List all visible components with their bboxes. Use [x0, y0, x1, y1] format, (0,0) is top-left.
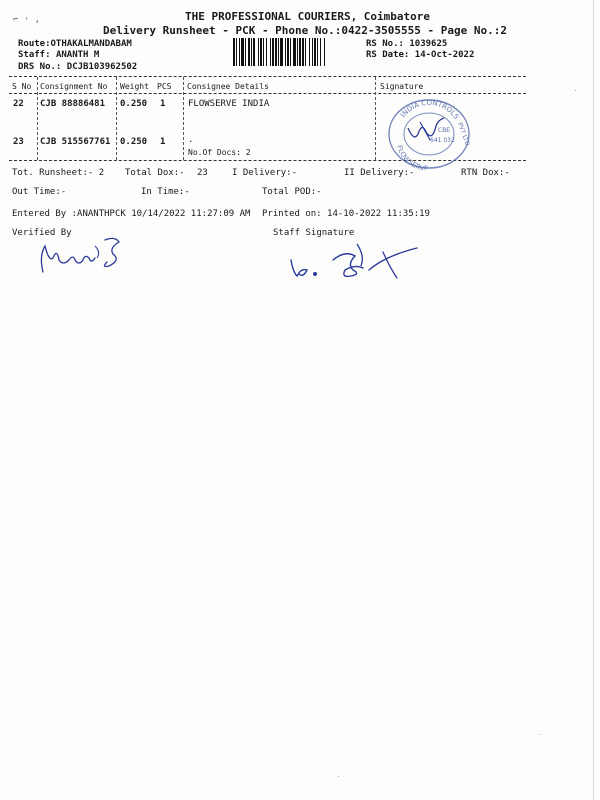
- col-header-signature: Signature: [380, 82, 424, 91]
- col-header-weight: Weight: [120, 82, 149, 91]
- staff-value: ANANTH M: [55, 50, 100, 60]
- total-pod: Total POD:-: [262, 187, 322, 197]
- rs-date-value: 14-Oct-2022: [414, 50, 475, 60]
- barcode-bar: [266, 38, 267, 66]
- staff-line: [18, 50, 99, 60]
- barcode: [233, 38, 359, 66]
- barcode-bar: [305, 38, 306, 66]
- entered-by: Entered By :ANANTHPCK 10/14/2022 11:27:09 AM: [12, 209, 251, 219]
- ii-delivery: II Delivery:-: [344, 168, 415, 178]
- company-name: THE PROFESSIONAL COURIERS, Coimbatore: [185, 10, 431, 23]
- barcode-bar: [251, 38, 252, 66]
- col-divider: [37, 77, 38, 160]
- svg-text:FLOWSERVE: [395, 144, 429, 170]
- stamp-top-text: INDIA CONTROLS: [399, 98, 461, 121]
- barcode-bar: [312, 38, 313, 66]
- scan-page-edge: [593, 0, 594, 800]
- in-time: In Time:-: [141, 187, 190, 197]
- barcode-bar: [287, 38, 289, 66]
- drs-label: DRS No.:: [18, 62, 62, 72]
- barcode-bar: [272, 38, 274, 66]
- i-delivery: I Delivery:-: [232, 168, 298, 178]
- tot-runsheet: Tot. Runsheet:- 2: [12, 168, 105, 178]
- barcode-bar: [293, 38, 296, 66]
- row-weight: 0.250: [120, 137, 148, 147]
- scan-speck: [575, 90, 576, 91]
- printed-on: Printed on: 14-10-2022 11:35:19: [262, 209, 430, 219]
- rtn-dox: RTN Dox:-: [461, 168, 510, 178]
- col-header-sno: S No: [12, 82, 32, 91]
- row-consignee: .: [188, 135, 194, 145]
- scan-speck: [540, 734, 541, 735]
- row-consignment: CJB 515567761: [40, 137, 111, 147]
- barcode-bar: [263, 38, 264, 66]
- barcode-bar: [302, 38, 304, 66]
- rs-no-label: RS No.:: [366, 39, 404, 49]
- barcode-bar: [320, 38, 321, 66]
- rs-no-value: 1039625: [409, 39, 448, 49]
- verified-by: Verified By: [12, 228, 72, 238]
- col-divider: [183, 77, 184, 160]
- company-stamp: [386, 96, 472, 170]
- barcode-bar: [278, 38, 279, 66]
- table-header-rule: [9, 93, 526, 94]
- row-weight: 0.250: [120, 99, 148, 109]
- row-consignee: FLOWSERVE INDIA: [188, 99, 270, 109]
- barcode-bar: [317, 38, 318, 66]
- out-time: Out Time:-: [12, 187, 67, 197]
- table-top-rule: [9, 76, 526, 77]
- staff-signature-label: Staff Signature: [273, 228, 355, 238]
- col-header-pcs: PCS: [157, 82, 172, 91]
- runsheet-title: Delivery Runsheet - PCK - Phone No.:0422-3505555 - Page No.:2: [103, 24, 507, 37]
- col-divider: [116, 77, 117, 160]
- barcode-bar: [258, 38, 259, 66]
- row-pcs: 1: [160, 137, 166, 147]
- stamp-center-b: 641 032: [430, 137, 455, 144]
- barcode-bar: [253, 38, 255, 66]
- route-line: [18, 39, 132, 49]
- barcode-bar: [299, 38, 301, 66]
- stamp-left-text: FLOWSERVE: [395, 144, 429, 170]
- route-label: Route:: [18, 39, 51, 49]
- barcode-bar: [285, 38, 286, 66]
- rs-date-line: [366, 50, 474, 60]
- total-dox-label: Total Dox:-: [125, 168, 185, 178]
- barcode-bar: [270, 38, 271, 66]
- rs-no-line: [366, 39, 447, 49]
- row-consignment: CJB 88886481: [40, 99, 106, 109]
- col-header-consignee: Consignee Details: [187, 82, 269, 91]
- barcode-bar: [290, 38, 291, 66]
- barcode-bar: [309, 38, 310, 66]
- staff-signature: [285, 238, 425, 286]
- barcode-bar: [280, 38, 283, 66]
- row-pcs: 1: [160, 99, 166, 109]
- barcode-bar: [241, 38, 244, 66]
- staff-label: Staff:: [18, 50, 51, 60]
- rs-date-label: RS Date:: [366, 50, 410, 60]
- route-value: OTHAKALMANDABAM: [50, 39, 132, 49]
- row-sno: 22: [13, 99, 24, 109]
- total-dox-value: 23: [197, 168, 208, 178]
- barcode-bar: [324, 38, 325, 66]
- verifier-signature: [35, 232, 130, 280]
- scan-mark: ⌐ ˒ ,: [13, 15, 41, 25]
- barcode-bar: [239, 38, 240, 66]
- barcode-bar: [260, 38, 262, 66]
- stamp-center-a: CBE: [438, 127, 451, 134]
- no-of-docs: No.Of Docs: 2: [188, 148, 251, 157]
- barcode-bar: [275, 38, 277, 66]
- barcode-bar: [248, 38, 250, 66]
- barcode-bar: [233, 38, 235, 66]
- barcode-bar: [297, 38, 298, 66]
- col-divider: [375, 77, 376, 160]
- stamp-right-text: PVT LTD: [456, 121, 471, 147]
- row-sno: 23: [13, 137, 24, 147]
- svg-text:INDIA CONTROLS: [399, 99, 460, 121]
- scan-speck: [338, 776, 339, 777]
- drs-value: DCJB103962502: [66, 62, 138, 72]
- drs-line: [18, 62, 137, 72]
- barcode-bar: [314, 38, 316, 66]
- col-header-consignment: Consignment No: [40, 82, 108, 91]
- barcode-bar: [245, 38, 246, 66]
- barcode-bar: [236, 38, 237, 66]
